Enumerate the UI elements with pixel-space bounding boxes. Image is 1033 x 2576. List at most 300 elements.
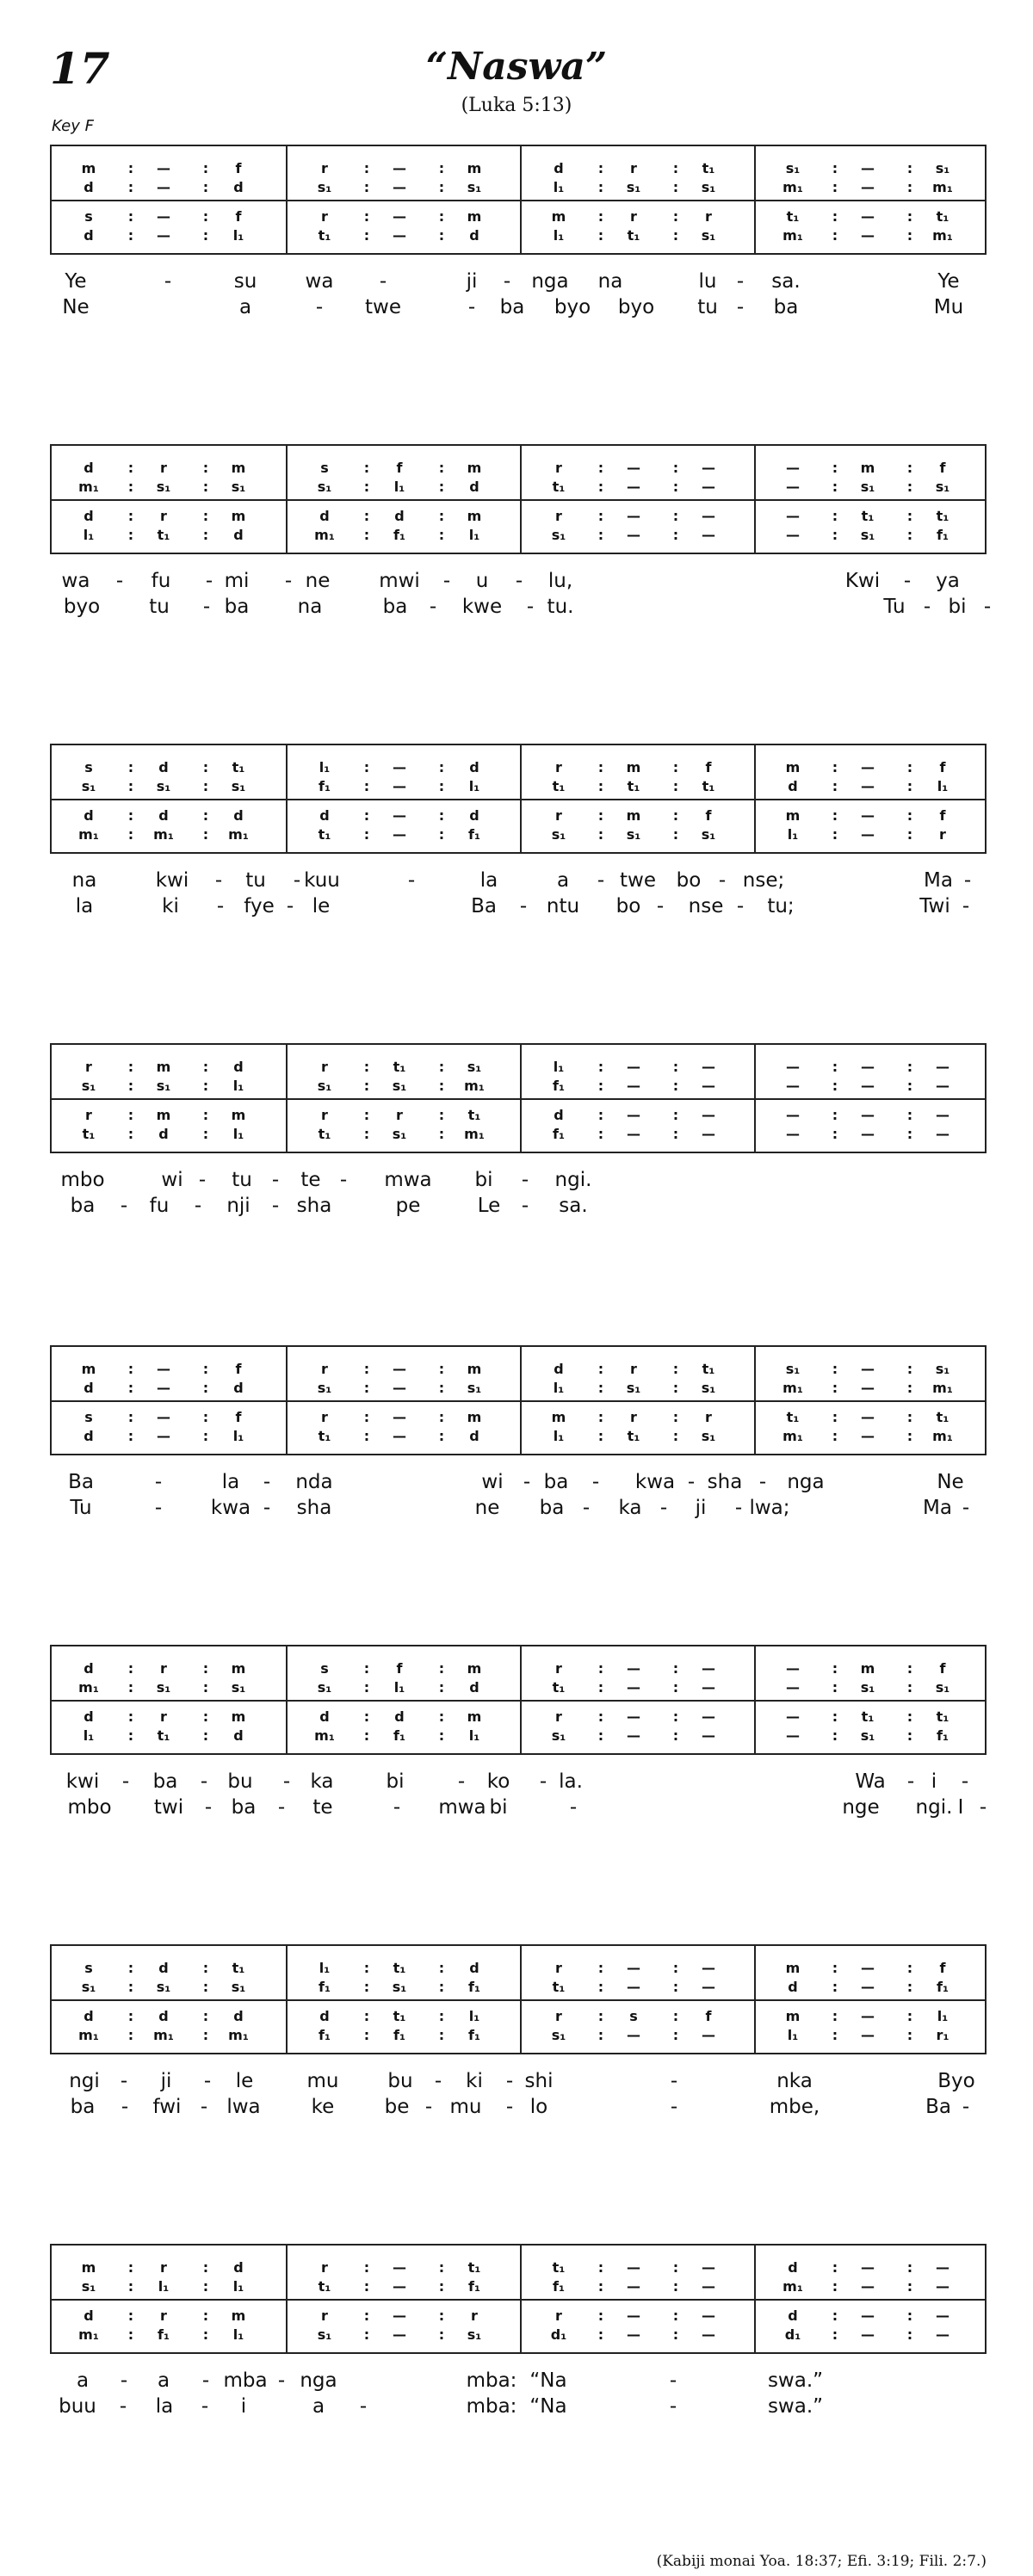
note: t₁ xyxy=(786,208,800,225)
note: d xyxy=(469,1679,479,1696)
note: — xyxy=(861,826,875,843)
syllable: wi xyxy=(481,1471,504,1493)
note: — xyxy=(702,1979,715,1995)
measure-2 xyxy=(286,745,522,852)
note: l₁ xyxy=(393,1679,405,1696)
voice-4 xyxy=(522,227,756,248)
beat-separator: : xyxy=(363,807,370,824)
note: s₁ xyxy=(785,160,801,176)
syllable: - xyxy=(442,570,451,592)
beat-separator: : xyxy=(597,460,604,476)
syllable: tu xyxy=(232,1169,252,1191)
note: s₁ xyxy=(317,1078,332,1094)
staff xyxy=(50,1944,987,2054)
voice-3 xyxy=(288,1107,522,1127)
syllable: kwa xyxy=(210,1497,251,1519)
beat-separator: : xyxy=(672,508,679,524)
note: r xyxy=(555,807,562,824)
beat-separator: : xyxy=(202,1960,209,1976)
beat-separator: : xyxy=(672,2008,679,2024)
note: — xyxy=(702,2259,715,2276)
beat-separator: : xyxy=(363,208,370,225)
beat-separator: : xyxy=(363,1679,370,1696)
beat-separator: : xyxy=(672,527,679,543)
note: d xyxy=(84,1428,94,1444)
syllable: shi xyxy=(524,2070,554,2092)
beat-separator: : xyxy=(363,1660,370,1677)
note: — xyxy=(393,208,406,225)
syllable: kwi xyxy=(155,869,189,892)
note: t₁ xyxy=(318,1126,331,1142)
beat-separator: : xyxy=(202,1059,209,1075)
voice-4 xyxy=(756,1126,990,1146)
note: m₁ xyxy=(932,179,953,195)
note: d xyxy=(233,1059,244,1075)
note: f₁ xyxy=(553,1078,565,1094)
beat-separator: : xyxy=(363,826,370,843)
syllable: swa.” xyxy=(767,2395,824,2418)
beat-separator: : xyxy=(202,1708,209,1725)
note: l₁ xyxy=(232,1126,244,1142)
note: m xyxy=(626,807,641,824)
note: r xyxy=(160,2259,167,2276)
beat-separator: : xyxy=(906,1679,913,1696)
beat-separator: : xyxy=(127,227,134,244)
voice-2 xyxy=(522,778,756,799)
key-signature: Key F xyxy=(52,117,94,135)
beat-separator: : xyxy=(363,460,370,476)
note: m xyxy=(467,508,482,524)
beat-separator: : xyxy=(438,2326,445,2343)
syllable: - xyxy=(115,570,124,592)
measure-2 xyxy=(286,1946,522,2053)
voice-2 xyxy=(288,1679,522,1700)
voice-1 xyxy=(52,1059,286,1079)
note: t₁ xyxy=(552,778,566,794)
note: f xyxy=(939,1660,946,1677)
syllable: - xyxy=(204,1796,213,1819)
beat-separator: : xyxy=(906,1361,913,1377)
measure-1 xyxy=(52,1646,286,1753)
note: — xyxy=(702,1126,715,1142)
syllable: kwa xyxy=(634,1471,676,1493)
note: r xyxy=(630,1409,637,1425)
note: m₁ xyxy=(314,527,335,543)
note: — xyxy=(627,2027,640,2043)
voice-3 xyxy=(52,1409,286,1430)
syllable: ne xyxy=(305,570,331,592)
beat-separator: : xyxy=(363,227,370,244)
syllable: ji xyxy=(160,2070,172,2092)
syllable: Le xyxy=(477,1195,501,1217)
note: — xyxy=(627,1078,640,1094)
note: — xyxy=(936,1107,949,1123)
measure-4 xyxy=(754,1045,990,1152)
measure-4 xyxy=(754,2246,990,2352)
syllable: twe xyxy=(620,869,656,892)
voice-4 xyxy=(52,1126,286,1146)
note: d xyxy=(233,1380,244,1396)
syllable: - xyxy=(429,596,437,618)
note: l₁ xyxy=(553,1380,565,1396)
syllable: - xyxy=(277,1796,286,1819)
note: d xyxy=(788,1979,798,1995)
voice-4 xyxy=(756,2027,990,2048)
voice-1 xyxy=(288,1960,522,1980)
syllable: I xyxy=(957,1796,964,1819)
beat-separator: : xyxy=(906,1107,913,1123)
beat-separator: : xyxy=(127,527,134,543)
syllable: - xyxy=(734,1497,743,1519)
beat-separator: : xyxy=(597,1708,604,1725)
measure-3 xyxy=(520,446,756,553)
voice-3 xyxy=(52,208,286,229)
voice-4 xyxy=(52,527,286,547)
beat-separator: : xyxy=(672,479,679,495)
beat-separator: : xyxy=(127,2027,134,2043)
note: — xyxy=(627,527,640,543)
note: s xyxy=(84,1960,93,1976)
voice-3 xyxy=(522,508,756,528)
beat-separator: : xyxy=(127,2008,134,2024)
voice-4 xyxy=(522,2027,756,2048)
voice-2 xyxy=(522,2278,756,2299)
beat-separator: : xyxy=(438,1409,445,1425)
beat-separator: : xyxy=(597,479,604,495)
note: r xyxy=(321,160,328,176)
note: t₁ xyxy=(702,160,715,176)
voice-1 xyxy=(52,460,286,480)
beat-separator: : xyxy=(597,1059,604,1075)
beat-separator: : xyxy=(597,1660,604,1677)
syllable: nga xyxy=(300,2369,337,2392)
note: f xyxy=(235,160,242,176)
note: — xyxy=(861,1078,875,1094)
note: — xyxy=(702,2326,715,2343)
syllable: - xyxy=(597,869,605,892)
note: t₁ xyxy=(232,1960,245,1976)
beat-separator: : xyxy=(438,508,445,524)
note: l₁ xyxy=(232,2278,244,2295)
beat-separator: : xyxy=(202,2326,209,2343)
syllable: ko xyxy=(486,1770,510,1793)
note: — xyxy=(157,160,170,176)
syllable: Wa xyxy=(855,1770,886,1793)
note: — xyxy=(627,2326,640,2343)
syllable: nji xyxy=(226,1195,251,1217)
voice-4 xyxy=(288,826,522,847)
note: s₁ xyxy=(231,1979,246,1995)
note: m₁ xyxy=(464,1078,485,1094)
note: s₁ xyxy=(156,778,171,794)
syllable: ba xyxy=(382,596,408,618)
lyric-line-1 xyxy=(0,869,1033,895)
voice-2 xyxy=(288,1078,522,1098)
syllable: fu xyxy=(149,1195,170,1217)
voice-1 xyxy=(288,759,522,780)
syllable: - xyxy=(263,1471,271,1493)
voice-4 xyxy=(522,826,756,847)
note: s₁ xyxy=(551,2027,566,2043)
note: s₁ xyxy=(317,1679,332,1696)
beat-separator: : xyxy=(127,2259,134,2276)
syllable: a xyxy=(238,296,252,318)
note: s₁ xyxy=(626,826,641,843)
scripture-reference: (Luka 5:13) xyxy=(461,95,572,116)
syllable: - xyxy=(277,2369,286,2392)
note: — xyxy=(627,1660,640,1677)
syllable: sa. xyxy=(771,270,801,293)
note: — xyxy=(861,778,875,794)
beat-separator: : xyxy=(906,208,913,225)
syllable: mba: xyxy=(466,2369,517,2392)
voice-2 xyxy=(288,179,522,200)
syllable: mba xyxy=(223,2369,268,2392)
syllable: “Na xyxy=(529,2395,567,2418)
note: — xyxy=(861,1409,875,1425)
beat-separator: : xyxy=(906,2008,913,2024)
syllable: u xyxy=(475,570,489,592)
beat-separator: : xyxy=(438,807,445,824)
beat-separator: : xyxy=(906,508,913,524)
note: — xyxy=(393,1409,406,1425)
note: t₁ xyxy=(232,759,245,775)
note: d xyxy=(469,807,479,824)
voice-4 xyxy=(756,227,990,248)
beat-separator: : xyxy=(202,179,209,195)
note: l₁ xyxy=(937,2008,949,2024)
note: — xyxy=(861,2027,875,2043)
note: m₁ xyxy=(932,1380,953,1396)
syllable: i xyxy=(931,1770,937,1793)
syllable: su xyxy=(233,270,257,293)
beat-separator: : xyxy=(438,1960,445,1976)
beat-separator: : xyxy=(363,160,370,176)
note: — xyxy=(393,1380,406,1396)
note: s₁ xyxy=(785,1361,801,1377)
voice-3 xyxy=(52,2307,286,2328)
note: — xyxy=(627,2259,640,2276)
beat-separator: : xyxy=(438,1107,445,1123)
note: — xyxy=(157,1380,170,1396)
note: r xyxy=(160,508,167,524)
syllable: - xyxy=(434,2070,442,2092)
syllable: - xyxy=(467,296,476,318)
measure-2 xyxy=(286,446,522,553)
beat-separator: : xyxy=(202,2027,209,2043)
note: l₁ xyxy=(787,2027,799,2043)
beat-separator: : xyxy=(363,1107,370,1123)
syllable: lo xyxy=(529,2096,548,2118)
syllable: fwi xyxy=(152,2096,182,2118)
note: — xyxy=(627,2278,640,2295)
beat-separator: : xyxy=(832,208,838,225)
beat-separator: : xyxy=(906,460,913,476)
note: — xyxy=(702,1727,715,1744)
beat-separator: : xyxy=(127,1361,134,1377)
voice-4 xyxy=(288,1428,522,1449)
note: t₁ xyxy=(552,1979,566,1995)
beat-separator: : xyxy=(832,160,838,176)
note: f₁ xyxy=(553,2278,565,2295)
beat-separator: : xyxy=(832,1708,838,1725)
note: m xyxy=(467,1708,482,1725)
note: s₁ xyxy=(392,1078,407,1094)
note: — xyxy=(157,1409,170,1425)
note: — xyxy=(393,160,406,176)
beat-separator: : xyxy=(597,160,604,176)
note: — xyxy=(393,179,406,195)
note: r xyxy=(705,1409,712,1425)
beat-separator: : xyxy=(363,2278,370,2295)
syllable: ba xyxy=(70,2096,96,2118)
beat-separator: : xyxy=(906,2259,913,2276)
lyric-line-1 xyxy=(0,570,1033,596)
note: — xyxy=(627,1126,640,1142)
note: t₁ xyxy=(786,1409,800,1425)
measure-2 xyxy=(286,146,522,253)
syllable: - xyxy=(906,1770,915,1793)
note: m xyxy=(231,508,246,524)
syllable: Ba xyxy=(925,2096,951,2118)
syllable: - xyxy=(201,2395,209,2418)
syllable: - xyxy=(154,1471,163,1493)
note: t₁ xyxy=(702,1361,715,1377)
note: s₁ xyxy=(81,1078,96,1094)
beat-separator: : xyxy=(672,778,679,794)
staff xyxy=(50,444,987,554)
note: r xyxy=(555,2008,562,2024)
syllable: byo xyxy=(554,296,591,318)
note: d xyxy=(84,1380,94,1396)
syllable: - xyxy=(670,2096,678,2118)
beat-separator: : xyxy=(438,2027,445,2043)
note: s₁ xyxy=(231,1679,246,1696)
beat-separator: : xyxy=(363,759,370,775)
syllable: na xyxy=(297,596,323,618)
note: d xyxy=(233,807,244,824)
note: d xyxy=(233,179,244,195)
beat-separator: : xyxy=(672,1361,679,1377)
note: d xyxy=(158,807,169,824)
note: — xyxy=(861,2307,875,2324)
note: s₁ xyxy=(317,2326,332,2343)
beat-separator: : xyxy=(672,826,679,843)
note: f₁ xyxy=(393,527,405,543)
beat-separator: : xyxy=(597,208,604,225)
syllable: - xyxy=(194,1195,202,1217)
note: f₁ xyxy=(393,1727,405,1744)
beat-separator: : xyxy=(906,227,913,244)
beat-separator: : xyxy=(597,826,604,843)
voice-1 xyxy=(522,1361,756,1381)
note: m₁ xyxy=(228,2027,249,2043)
beat-separator: : xyxy=(672,1059,679,1075)
beat-separator: : xyxy=(832,227,838,244)
beat-separator: : xyxy=(363,479,370,495)
voice-1 xyxy=(288,2259,522,2280)
syllable: la xyxy=(221,1471,240,1493)
note: t₁ xyxy=(157,527,170,543)
voice-1 xyxy=(52,1361,286,1381)
note: r xyxy=(321,2259,328,2276)
voice-4 xyxy=(756,826,990,847)
beat-separator: : xyxy=(202,208,209,225)
syllable: “Na xyxy=(529,2369,567,2392)
beat-separator: : xyxy=(363,1708,370,1725)
voice-2 xyxy=(756,2278,990,2299)
beat-separator: : xyxy=(597,2008,604,2024)
beat-separator: : xyxy=(597,508,604,524)
note: s₁ xyxy=(551,527,566,543)
beat-separator: : xyxy=(597,2027,604,2043)
beat-separator: : xyxy=(127,1960,134,1976)
voice-3 xyxy=(522,2307,756,2328)
measure-2 xyxy=(286,2246,522,2352)
syllable: - xyxy=(591,1471,600,1493)
syllable: - xyxy=(736,895,745,917)
beat-separator: : xyxy=(438,527,445,543)
voice-3 xyxy=(288,208,522,229)
voice-1 xyxy=(288,160,522,181)
note: l₁ xyxy=(232,227,244,244)
beat-separator: : xyxy=(672,2278,679,2295)
syllable: ki xyxy=(466,2070,483,2092)
syllable: ngi xyxy=(69,2070,100,2092)
note: d xyxy=(788,2307,798,2324)
note: s₁ xyxy=(81,2278,96,2295)
note: — xyxy=(936,2259,949,2276)
beat-separator: : xyxy=(832,1727,838,1744)
syllable: Ye xyxy=(65,270,87,293)
beat-separator: : xyxy=(832,527,838,543)
syllable: - xyxy=(736,296,745,318)
voice-3 xyxy=(52,807,286,828)
syllable: ngi. xyxy=(554,1169,592,1191)
beat-separator: : xyxy=(363,1361,370,1377)
beat-separator: : xyxy=(832,2027,838,2043)
beat-separator: : xyxy=(597,2307,604,2324)
note: s xyxy=(629,2008,638,2024)
note: d xyxy=(84,460,94,476)
syllable: - xyxy=(205,570,213,592)
note: l₁ xyxy=(83,1727,95,1744)
note: f₁ xyxy=(468,826,480,843)
beat-separator: : xyxy=(202,807,209,824)
note: f₁ xyxy=(158,2326,170,2343)
note: — xyxy=(936,1126,949,1142)
note: d xyxy=(319,2008,330,2024)
lyric-line-2 xyxy=(0,1195,1033,1220)
syllable: bu xyxy=(227,1770,253,1793)
voice-1 xyxy=(522,160,756,181)
beat-separator: : xyxy=(832,778,838,794)
lyric-line-1 xyxy=(0,1169,1033,1195)
syllable: Ba xyxy=(68,1471,94,1493)
note: f₁ xyxy=(319,778,331,794)
voice-1 xyxy=(522,1660,756,1681)
beat-separator: : xyxy=(906,2027,913,2043)
beat-separator: : xyxy=(202,479,209,495)
beat-separator: : xyxy=(597,1126,604,1142)
voice-1 xyxy=(522,460,756,480)
beat-separator: : xyxy=(127,807,134,824)
note: s₁ xyxy=(467,1059,482,1075)
note: m xyxy=(231,2307,246,2324)
note: — xyxy=(393,759,406,775)
note: s₁ xyxy=(467,179,482,195)
syllable: - xyxy=(961,1770,969,1793)
